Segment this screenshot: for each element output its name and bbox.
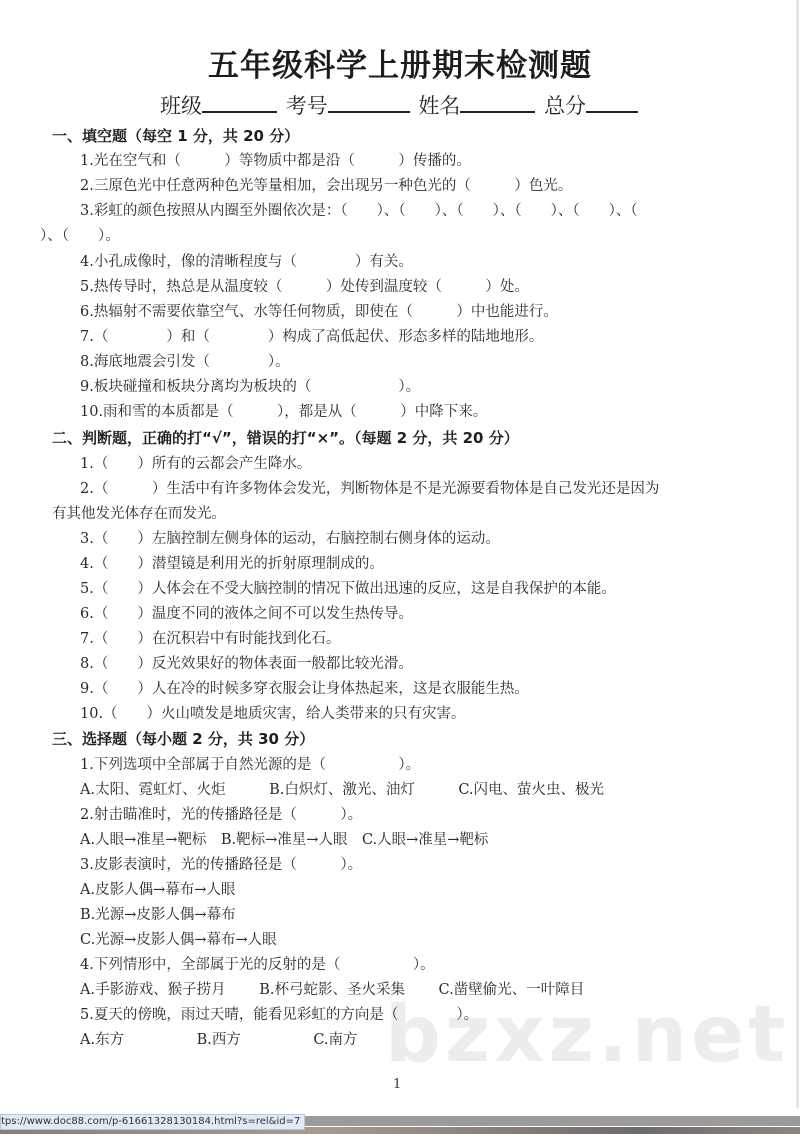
question-line-continued: 有其他发光体存在而发光。: [52, 506, 226, 522]
question-line: 10.（ ）火山喷发是地质灾害，给人类带来的只有灾害。: [80, 706, 466, 722]
question-line: 3.彩虹的颜色按照从内圈至外圈依次是：（ ）、（ ）、（ ）、（ ）、（ ）、（: [80, 203, 638, 219]
question-line: 6.热辐射不需要依靠空气、水等任何物质，即使在（ ）中也能进行。: [80, 304, 558, 320]
score-blank: [586, 91, 638, 113]
question-line: 7.（ ）和（ ）构成了高低起伏、形态多样的陆地地形。: [80, 329, 544, 345]
page-title: 五年级科学上册期末检测题: [208, 48, 592, 84]
question-line: 10.雨和雪的本质都是（ ），都是从（ ）中降下来。: [80, 404, 488, 420]
question-line: 4.（ ）潜望镜是利用光的折射原理制成的。: [80, 556, 384, 572]
question-line-continued: ）、（ ）。: [40, 228, 120, 244]
info-label-class: 班级: [160, 94, 202, 118]
page-number: 1: [393, 1077, 402, 1092]
question-line: 9.（ ）人在冷的时候多穿衣服会让身体热起来，这是衣服能生热。: [80, 681, 529, 697]
answer-options: A.东方 B.西方 C.南方: [80, 1032, 358, 1048]
section-heading-fill-blank: 一、填空题（每空 1 分，共 20 分）: [52, 127, 300, 145]
exam-no-blank: [328, 91, 410, 113]
question-line: 5.夏天的傍晚，雨过天晴，能看见彩虹的方向是（ ）。: [80, 1007, 479, 1023]
student-info-line: [160, 90, 640, 120]
section-heading-true-false: 二、判断题，正确的打“√”，错误的打“×”。（每题 2 分，共 20 分）: [52, 429, 519, 447]
info-label-score: 总分: [544, 94, 587, 118]
question-line: 1.下列选项中全部属于自然光源的是（ ）。: [80, 757, 421, 773]
question-line: 2.三原色光中任意两种色光等量相加，会出现另一种色光的（ ）色光。: [80, 178, 573, 194]
question-line: 8.海底地震会引发（ ）。: [80, 354, 290, 370]
question-line: 9.板块碰撞和板块分离均为板块的（ ）。: [80, 379, 421, 395]
answer-options: A.人眼→准星→靶标 B.靶标→准星→人眼 C.人眼→准星→靶标: [80, 832, 489, 848]
question-line: 8.（ ）反光效果好的物体表面一般都比较光滑。: [80, 656, 413, 672]
question-line: 4.小孔成像时，像的清晰程度与（ ）有关。: [80, 254, 413, 270]
question-line: 3.（ ）左脑控制左侧身体的运动，右脑控制右侧身体的运动。: [80, 531, 500, 547]
question-line: 6.（ ）温度不同的液体之间不可以发生热传导。: [80, 606, 413, 622]
question-line: 5.（ ）人体会在不受大脑控制的情况下做出迅速的反应，这是自我保护的本能。: [80, 581, 616, 597]
answer-option: C.光源→皮影人偶→幕布→人眼: [80, 932, 277, 948]
question-line: 5.热传导时，热总是从温度较（ ）处传到温度较（ ）处。: [80, 279, 529, 295]
question-line: 3.皮影表演时，光的传播路径是（ ）。: [80, 857, 363, 873]
info-label-exam-no: 考号: [285, 94, 328, 118]
info-label-name: 姓名: [418, 94, 461, 118]
answer-options: A.太阳、霓虹灯、火炬 B.白炽灯、激光、油灯 C.闪电、萤火虫、极光: [80, 782, 605, 798]
section-heading-multiple-choice: 三、选择题（每小题 2 分，共 30 分）: [52, 730, 315, 748]
watermark: bzxz.net: [385, 990, 790, 1080]
link-status-url: tps://www.doc88.com/p-61661328130184.html?s=rel&id=7: [0, 1114, 305, 1130]
question-line: 2.（ ）生活中有许多物体会发光，判断物体是不是光源要看物体是自己发光还是因为: [80, 481, 660, 497]
question-line: 4.下列情形中，全部属于光的反射的是（ ）。: [80, 957, 435, 973]
class-blank: [202, 91, 277, 113]
question-line: 1.（ ）所有的云都会产生降水。: [80, 456, 312, 472]
name-blank: [460, 91, 535, 113]
question-line: 7.（ ）在沉积岩中有时能找到化石。: [80, 631, 341, 647]
question-line: 2.射击瞄准时，光的传播路径是（ ）。: [80, 807, 363, 823]
answer-options: A.手影游戏、猴子捞月 B.杯弓蛇影、圣火采集 C.凿壁偷光、一叶障目: [80, 982, 585, 998]
answer-option: A.皮影人偶→幕布→人眼: [80, 882, 236, 898]
question-line: 1.光在空气和（ ）等物质中都是沿（ ）传播的。: [80, 153, 471, 169]
answer-option: B.光源→皮影人偶→幕布: [80, 907, 236, 923]
